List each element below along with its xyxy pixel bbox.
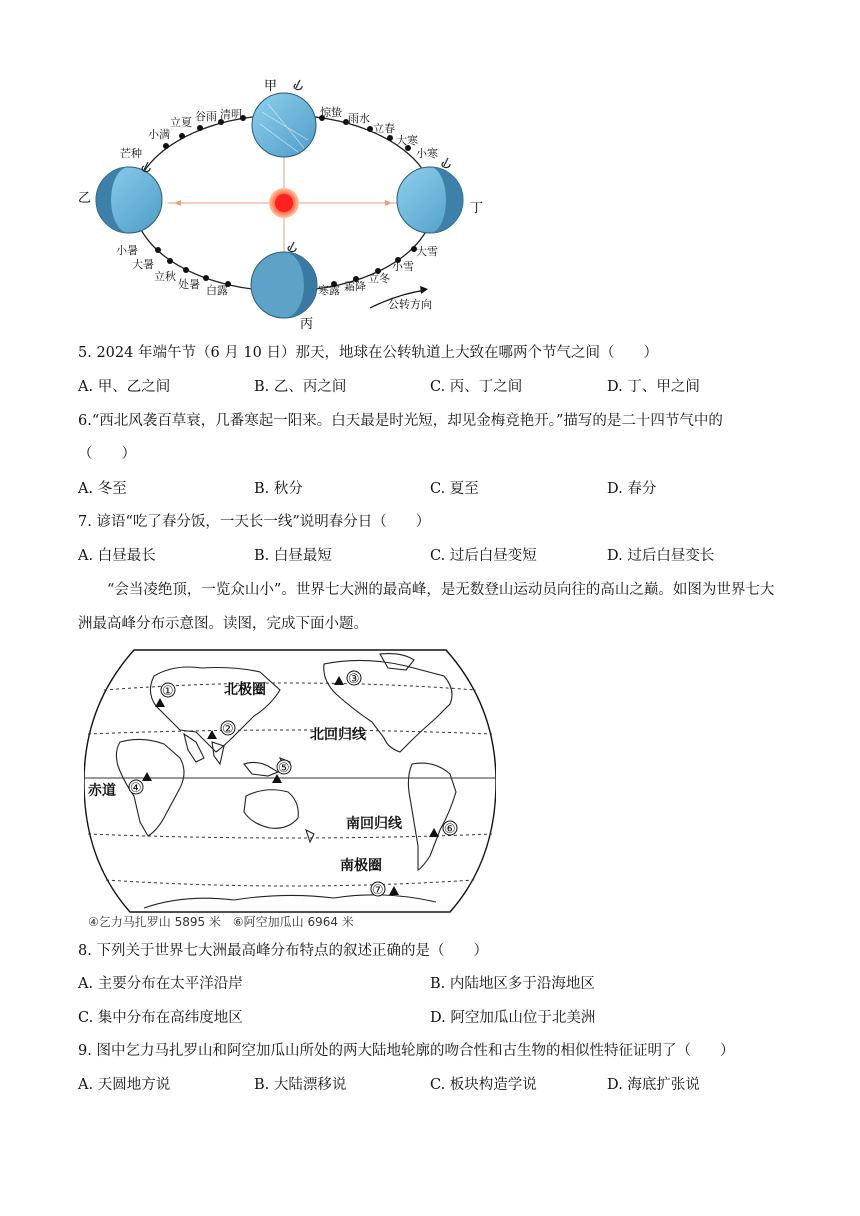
q5-option-b[interactable]: B. 乙、丙之间 [254,379,347,395]
earth-bing [251,252,317,318]
term-label: 雨水 [348,112,370,125]
term-label: 霜降 [344,280,366,293]
svg-text:⑥: ⑥ [444,822,456,837]
label-antarctic-circle: 南极圈 [340,858,382,874]
q7-stem: 7. 谚语“吃了春分饭，一天长一线”说明春分日（ ） [78,514,431,530]
term-label: 大暑 [132,258,154,271]
label-arctic-circle: 北极圈 [224,682,266,698]
label-jia: 甲 [264,79,278,94]
term-label: 小暑 [116,244,138,257]
earth-jia [252,93,316,157]
q9-option-d[interactable]: D. 海底扩张说 [607,1077,700,1093]
term-label: 小寒 [416,147,438,160]
q8-stem: 8. 下列关于世界七大洲最高峰分布特点的叙述正确的是（ ） [78,943,488,959]
q7-option-a[interactable]: A. 白昼最长 [78,548,156,564]
label-yi: 乙 [78,191,92,206]
svg-text:①: ① [162,684,174,699]
label-equator: 赤道 [88,783,116,799]
q7-option-b[interactable]: B. 白昼最短 [254,548,332,564]
q6-stem-line2: （ ） [78,446,136,462]
q7-option-d[interactable]: D. 过后白昼变长 [607,548,715,564]
map-caption: ④乞力马扎罗山 5895 米 ⑥阿空加瓜山 6964 米 [88,915,354,929]
term-label: 立夏 [170,116,192,129]
q9-stem: 9. 图中乞力马扎罗山和阿空加瓜山所处的两大陆地轮廓的吻合性和古生物的相似性特征证明了（ ） [78,1043,735,1059]
term-label: 芒种 [120,147,142,160]
q8-option-c[interactable]: C. 集中分布在高纬度地区 [78,1010,243,1026]
svg-text:③: ③ [348,672,360,687]
term-label: 大寒 [396,134,418,147]
label-tropic-south: 南回归线 [346,816,402,832]
q6-option-a[interactable]: A. 冬至 [78,481,127,497]
q5-option-d[interactable]: D. 丁、甲之间 [607,379,700,395]
q8-option-a[interactable]: A. 主要分布在太平洋沿岸 [78,976,243,992]
term-label: 立春 [373,122,395,135]
term-label: 立冬 [368,272,390,285]
term-label: 立秋 [154,270,176,283]
q8-option-d[interactable]: D. 阿空加瓜山位于北美洲 [430,1010,596,1026]
q6-option-b[interactable]: B. 秋分 [254,481,303,497]
term-label: 大雪 [416,245,438,258]
intro-paragraph: “会当凌绝顶，一览众山小”。世界七大洲的最高峰，是无数登山运动员向往的高山之巅。如图为世界七大洲最高峰分布示意图。读图，完成下面小题。 [78,582,775,632]
term-label: 小雪 [392,260,414,273]
earth-yi [96,167,162,233]
q6-option-d[interactable]: D. 春分 [607,481,657,497]
term-label: 谷雨 [195,110,217,123]
q9-option-a[interactable]: A. 天圆地方说 [78,1077,171,1093]
q9-option-c[interactable]: C. 板块构造学说 [430,1077,537,1093]
term-label: 小满 [148,128,170,141]
q9-option-b[interactable]: B. 大陆漂移说 [254,1077,347,1093]
label-bing: 丙 [300,317,314,332]
q8-option-b[interactable]: B. 内陆地区多于沿海地区 [430,976,595,992]
svg-text:②: ② [222,722,234,737]
svg-text:④: ④ [130,781,142,796]
q6-stem-line1: 6.“西北风袭百草衰，几番寒起一阳来。白天最是时光短，却见金梅竞艳开。”描写的是二十四节气中的 [78,413,723,429]
label-ding: 丁 [470,201,484,216]
term-label: 惊蛰 [320,106,342,119]
direction-label: 公转方向 [388,298,432,311]
term-label: 处暑 [178,278,200,291]
world-peaks-map [84,646,496,932]
earth-ding [397,167,463,233]
q5-option-c[interactable]: C. 丙、丁之间 [430,379,523,395]
q5-option-a[interactable]: A. 甲、乙之间 [78,379,171,395]
label-tropic-north: 北回归线 [310,727,366,743]
orbit-diagram [78,72,498,332]
term-label: 清明 [220,108,242,121]
term-label: 寒露 [318,284,340,297]
svg-text:⑤: ⑤ [278,761,290,776]
q7-option-c[interactable]: C. 过后白昼变短 [430,548,537,564]
q5-stem: 5. 2024 年端午节（6 月 10 日）那天，地球在公转轨道上大致在哪两个节气之间（ ） [78,345,658,361]
term-label: 白露 [206,284,228,297]
svg-text:⑦: ⑦ [372,883,384,898]
q6-option-c[interactable]: C. 夏至 [430,481,479,497]
